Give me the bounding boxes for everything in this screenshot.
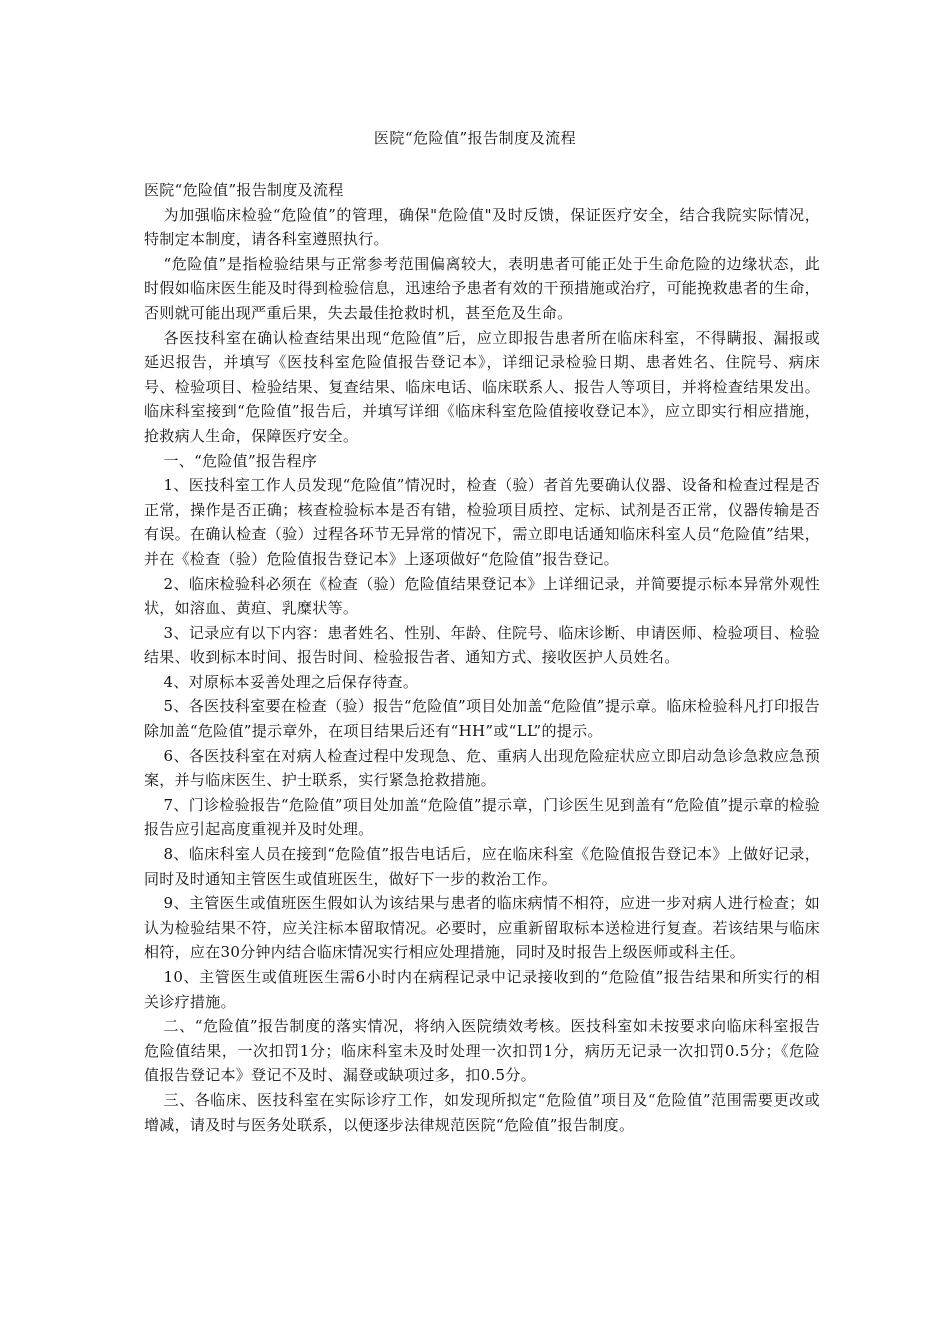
section-three-paragraph: 三、各临床、医技科室在实际诊疗工作，如发现所拟定“危险值”项目及“危险值”范围需要更改或增减，请及时与医务处联系，以便逐步法律规范医院“危险值”报告制度。: [144, 1090, 820, 1134]
procedure-item-9: 9、主管医生或值班医生假如认为该结果与患者的临床病情不相符，应进一步对病人进行检查；如认为检验结果不符，应关注标本留取情况。必要时，应重新留取标本送检进行复查。若该结果与临床相符，应在30分钟内结合临床情况实行相应处理措施，同时及时报告上级医师或科主任。: [144, 894, 820, 962]
section-heading: 医院“危险值”报告制度及流程: [144, 181, 344, 199]
procedure-item-10: 10、主管医生或值班医生需6小时内在病程记录中记录接收到的“危险值”报告结果和所实行的相关诊疗措施。: [144, 968, 820, 1011]
procedure-item-4: 4、对原标本妥善处理之后保存待查。: [163, 672, 419, 691]
procedure-item-2: 2、临床检验科必须在《检查（验）危险值结果登记本》上详细记录，并简要提示标本异常外观性状，如溶血、黄疸、乳糜状等。: [144, 574, 820, 618]
section-one-heading: 一、“危险值”报告程序: [163, 451, 318, 470]
procedure-item-5: 5、各医技科室要在检查（验）报告“危险值”项目处加盖“危险值”提示章。临床检验科凡打印报告除加盖“危险值”提示章外，在项目结果后还有“HH”或“LL”的提示。: [144, 697, 820, 741]
procedure-item-8: 8、临床科室人员在接到“危险值”报告电话后，应在临床科室《危险值报告登记本》上做好记录，同时及时通知主管医生或值班医生，做好下一步的救治工作。: [144, 845, 820, 888]
paragraph-reporting: 各医技科室在确认检查结果出现“危险值”后，应立即报告患者所在临床科室，不得瞒报、漏报或延迟报告，并填写《医技科室危险值报告登记本》，详细记录检验日期、患者姓名、住院号、病床号、检验项目、检验结果、复查结果、临床电话、临床联系人、报告人等项目，并将检查结果发出。临床科室接到“危险值”报告后，并填写详细《临床科室危险值接收登记本》，应立即实行相应措施，抢救病人生命，保障医疗安全。: [144, 328, 820, 445]
procedure-item-3: 3、记录应有以下内容：患者姓名、性别、年龄、住院号、临床诊断、申请医师、检验项目、检验结果、收到标本时间、报告时间、检验报告者、通知方式、接收医护人员姓名。: [144, 623, 820, 667]
document-title: 医院“危险值”报告制度及流程: [373, 129, 577, 147]
section-two-paragraph: 二、“危险值”报告制度的落实情况，将纳入医院绩效考核。医技科室如未按要求向临床科室报告危险值结果，一次扣罚1分；临床科室未及时处理一次扣罚1分，病历无记录一次扣罚0.5分；《危险值报告登记本》登记不及时、漏登或缺项过多，扣0.5分。: [144, 1017, 820, 1085]
paragraph-intro: 为加强临床检验“危险值”的管理，确保"危险值"及时反馈，保证医疗安全，结合我院实际情况，特制定本制度，请各科室遵照执行。: [144, 205, 820, 249]
procedure-item-7: 7、门诊检验报告“危险值”项目处加盖“危险值”提示章，门诊医生见到盖有“危险值”提示章的检验报告应引起高度重视并及时处理。: [144, 795, 820, 839]
paragraph-definition: “危险值”是指检验结果与正常参考范围偏离较大，表明患者可能正处于生命危险的边缘状态，此时假如临床医生能及时得到检验信息，迅速给予患者有效的干预措施或治疗，可能挽救患者的生命，否则就可能出现严重后果，失去最佳抢救时机，甚至危及生命。: [144, 254, 820, 322]
document-body: [144, 178, 820, 1137]
procedure-item-1: 1、医技科室工作人员发现“危险值”情况时，检查（验）者首先要确认仪器、设备和检查过程是否正常，操作是否正确；核查检验标本是否有错，检验项目质控、定标、试剂是否正常，仪器传输是否有误。在确认检查（验）过程各环节无异常的情况下，需立即电话通知临床科室人员“危险值”结果，并在《检查（验）危险值报告登记本》上逐项做好“危险值”报告登记。: [144, 476, 820, 568]
procedure-item-6: 6、各医技科室在对病人检查过程中发现急、危、重病人出现危险症状应立即启动急诊急救应急预案，并与临床医生、护士联系，实行紧急抢救措施。: [144, 746, 820, 790]
